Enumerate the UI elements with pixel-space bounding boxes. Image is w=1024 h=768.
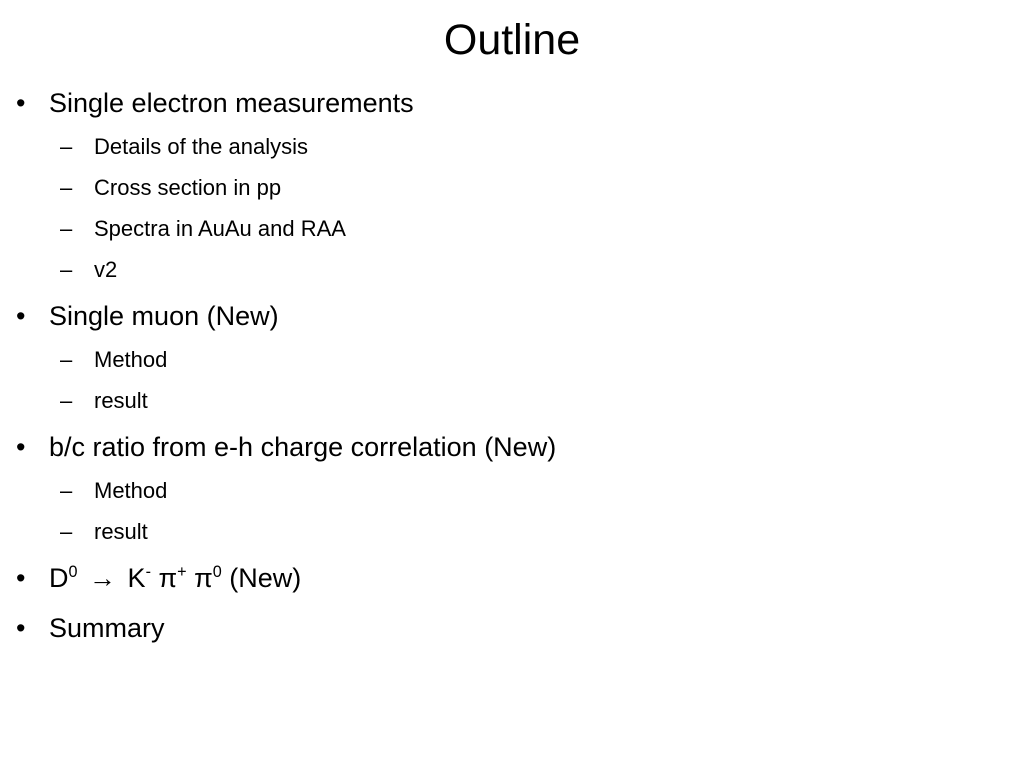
bullet-icon: • [16, 563, 26, 593]
dash-icon: – [60, 175, 73, 200]
outline-subitem-label: v2 [94, 257, 118, 282]
outline-item-label: Single electron measurements [49, 88, 414, 118]
particle-pi-plus-charge: + [177, 563, 187, 581]
bullet-icon: • [16, 613, 26, 643]
particle-d-charge: 0 [68, 563, 78, 581]
particle-pi-zero-charge: 0 [212, 563, 222, 581]
particle-d: D [49, 563, 69, 593]
dash-icon: – [60, 134, 73, 159]
outline-subitem-label: Spectra in AuAu and RAA [94, 216, 346, 241]
particle-k: K [127, 563, 146, 593]
slide-title: Outline [443, 16, 581, 64]
dash-icon: – [60, 388, 73, 413]
outline-subitem-label: result [94, 388, 148, 413]
arrow-right-icon: → [89, 563, 117, 593]
dash-icon: – [60, 216, 73, 241]
bullet-icon: • [16, 301, 26, 331]
particle-pi-zero: π [194, 563, 213, 593]
outline-item-label: Summary [49, 613, 165, 643]
bullet-icon: • [16, 88, 26, 118]
new-tag: (New) [229, 563, 302, 593]
dash-icon: – [60, 347, 73, 372]
particle-k-charge: - [145, 563, 151, 581]
bullet-icon: • [16, 432, 26, 462]
outline-item-label [49, 561, 301, 595]
outline-subitem-label: result [94, 519, 148, 544]
outline-subitem-label: Method [94, 478, 168, 503]
outline-item-label: Single muon (New) [49, 301, 279, 331]
outline-subitem-label: Details of the analysis [94, 134, 308, 159]
outline-subitem-label: Cross section in pp [94, 175, 282, 200]
dash-icon: – [60, 519, 73, 544]
outline-item-label: b/c ratio from e-h charge correlation (New) [49, 432, 557, 462]
particle-pi-plus: π [158, 563, 178, 593]
outline-subitem-label: Method [94, 347, 168, 372]
dash-icon: – [60, 478, 73, 503]
dash-icon: – [60, 257, 73, 282]
